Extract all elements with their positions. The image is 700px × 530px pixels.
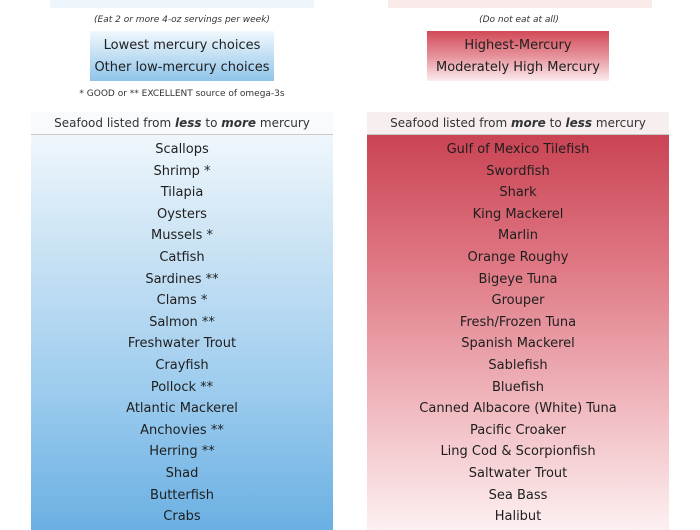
low-mercury-fish-item: Pollock ** — [150, 379, 214, 395]
high-mercury-fish-item: Bigeye Tuna — [478, 271, 558, 287]
high-mercury-fish-item: Grouper — [491, 293, 545, 309]
low-mercury-fish-item: Mussels * — [150, 228, 214, 244]
low-mercury-top-band — [50, 0, 314, 8]
low-mercury-fish-item: Crayfish — [155, 357, 209, 373]
high-mercury-fish-item: Marlin — [498, 228, 538, 244]
low-mercury-fish-item: Shrimp * — [153, 163, 211, 179]
low-mercury-fish-item: Catfish — [159, 249, 205, 265]
high-mercury-fish-item: Sablefish — [488, 357, 548, 373]
high-mercury-fish-item: Fresh/Frozen Tuna — [459, 314, 577, 330]
high-mercury-serving-note: (Do not eat at all) — [479, 15, 559, 25]
high-mercury-fish-item: Ling Cod & Scorpionfish — [440, 444, 596, 460]
high-mercury-fish-item: Halibut — [494, 509, 542, 525]
high-mercury-fish-item: Sea Bass — [488, 487, 548, 503]
low-mercury-legend — [90, 31, 274, 81]
low-mercury-column — [31, 112, 333, 530]
high-mercury-fish-item: Swordfish — [486, 163, 550, 179]
low-mercury-fish-item: Butterfish — [150, 487, 214, 503]
low-mercury-fish-item: Herring ** — [149, 444, 215, 460]
low-mercury-fish-item: Scallops — [155, 142, 209, 157]
high-mercury-fish-item: Saltwater Trout — [468, 465, 568, 481]
high-mercury-column-header: Seafood listed from more to less mercury — [367, 112, 669, 135]
omega-3-footnote: * GOOD or ** EXCELLENT source of omega-3s — [79, 89, 285, 99]
low-mercury-fish-item: Sardines ** — [145, 271, 219, 287]
legend-highest-mercury: Highest-Mercury — [464, 38, 572, 53]
high-mercury-column — [367, 112, 669, 530]
low-mercury-fish-item: Atlantic Mackerel — [126, 401, 238, 417]
high-mercury-fish-item: Pacific Croaker — [470, 422, 566, 438]
high-mercury-top-band — [388, 0, 652, 8]
low-mercury-fish-item: Shad — [165, 465, 199, 481]
high-mercury-list — [367, 135, 669, 528]
low-mercury-fish-item: Oysters — [157, 206, 207, 222]
low-mercury-fish-item: Salmon ** — [149, 314, 215, 330]
legend-lowest-mercury: Lowest mercury choices — [103, 38, 261, 53]
low-mercury-fish-item: Tilapia — [160, 185, 204, 201]
high-mercury-fish-item: Spanish Mackerel — [461, 336, 575, 352]
legend-other-low-mercury: Other low-mercury choices — [94, 60, 270, 75]
low-mercury-list — [31, 135, 333, 528]
legend-moderately-high-mercury: Moderately High Mercury — [436, 60, 600, 75]
low-mercury-fish-item: Anchovies ** — [140, 422, 224, 438]
high-mercury-fish-item: Gulf of Mexico Tilefish — [446, 142, 590, 157]
low-mercury-fish-item: Freshwater Trout — [127, 336, 237, 352]
low-mercury-serving-note: (Eat 2 or more 4-oz servings per week) — [94, 15, 270, 25]
high-mercury-fish-item: Orange Roughy — [467, 249, 569, 265]
low-mercury-fish-item: Clams * — [156, 293, 208, 309]
high-mercury-fish-item: Bluefish — [492, 379, 544, 395]
high-mercury-fish-item: Shark — [499, 185, 537, 201]
low-mercury-fish-item: Crabs — [163, 509, 201, 525]
low-mercury-column-header: Seafood listed from less to more mercury — [31, 112, 333, 135]
high-mercury-fish-item: Canned Albacore (White) Tuna — [419, 401, 617, 417]
high-mercury-fish-item: King Mackerel — [472, 206, 564, 222]
high-mercury-legend — [427, 31, 609, 81]
